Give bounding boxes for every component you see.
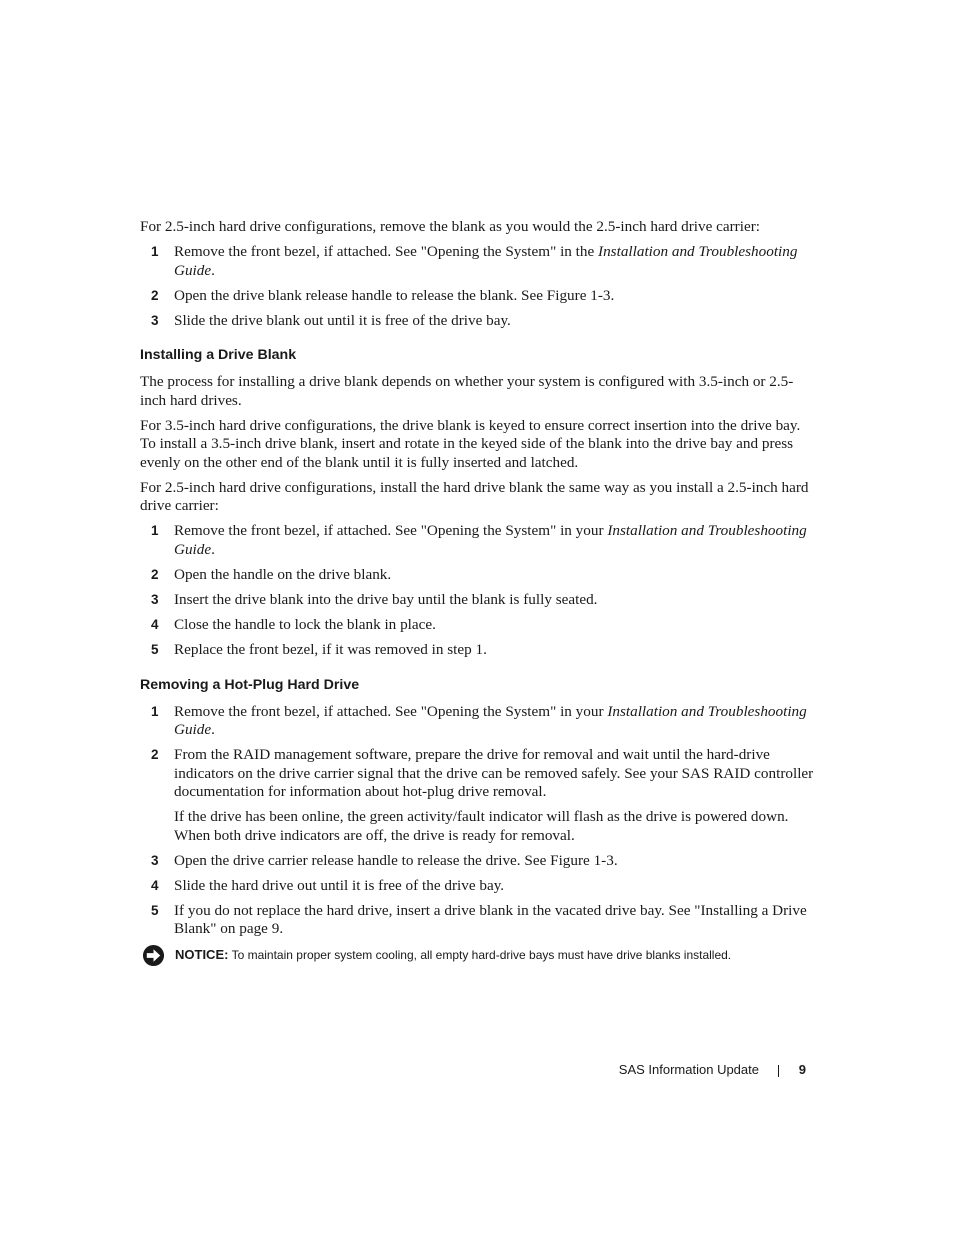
intro-steps <box>140 243 816 330</box>
section-heading-installing: Installing a Drive Blank <box>140 347 297 364</box>
page-footer <box>560 1062 810 1082</box>
installing-steps <box>140 522 816 659</box>
footer-title: SAS Information Update <box>618 1062 759 1077</box>
removing-steps <box>140 703 816 939</box>
step-number: 4 <box>151 877 159 893</box>
list-item <box>140 746 816 845</box>
list-item <box>140 703 816 740</box>
intro-paragraph: For 2.5-inch hard drive configurations, remove the blank as you would the 2.5-inch hard drive carrier: <box>140 218 760 235</box>
step-number: 2 <box>151 567 159 583</box>
step-text: Remove the front bezel, if attached. See "Opening the System" in your <box>174 522 608 540</box>
step-number: 3 <box>151 592 159 608</box>
body-paragraph: For 3.5-inch hard drive configurations, the drive blank is keyed to ensure correct insertion into the drive bay. To install a 3.5-inch drive blank, insert and rotate in the keyed side of the blank into the drive bay and press evenly on the other end of the blank until it is fully inserted and latched. <box>140 416 801 471</box>
step-number: 1 <box>151 703 159 719</box>
body-paragraph: The process for installing a drive blank depends on whether your system is configured with 3.5-inch or 2.5-inch hard drives. <box>140 373 794 409</box>
list-item <box>140 522 816 559</box>
footer-divider <box>778 1065 779 1077</box>
notice-text: To maintain proper system cooling, all empty hard-drive bays must have drive blanks installed. <box>228 948 732 963</box>
step-subparagraph: If the drive has been online, the green activity/fault indicator will flash as the drive is powered down. When both drive indicators are off, the drive is ready for removal. <box>174 808 789 844</box>
guide-title: Installation and Troubleshooting Guide <box>174 702 807 739</box>
step-text: Open the drive carrier release handle to release the drive. See Figure 1-3. <box>174 851 618 869</box>
list-item <box>140 616 816 635</box>
guide-title: Installation and Troubleshooting Guide <box>174 522 807 559</box>
list-item <box>140 641 816 660</box>
list-item <box>140 312 816 331</box>
notice-arrow-icon <box>142 944 165 967</box>
section-heading-removing: Removing a Hot-Plug Hard Drive <box>140 676 360 693</box>
step-number: 2 <box>151 287 159 303</box>
step-number: 1 <box>151 523 159 539</box>
step-text-end: . <box>211 541 215 559</box>
step-text: Open the handle on the drive blank. <box>174 566 392 584</box>
step-text: Replace the front bezel, if it was removed in step 1. <box>174 641 487 658</box>
step-text-end: . <box>211 261 215 279</box>
step-text: Close the handle to lock the blank in place. <box>174 616 436 634</box>
list-item <box>140 566 816 585</box>
step-text: Insert the drive blank into the drive bay until the blank is fully seated. <box>174 591 598 609</box>
list-item <box>140 243 816 280</box>
guide-title: Installation and Troubleshooting Guide <box>174 242 798 279</box>
list-item <box>140 877 816 896</box>
step-text: Remove the front bezel, if attached. See "Opening the System" in the <box>174 242 599 260</box>
list-item <box>140 591 816 610</box>
step-text: Slide the drive blank out until it is free of the drive bay. <box>174 311 511 329</box>
body-paragraph: For 2.5-inch hard drive configurations, install the hard drive blank the same way as you install a 2.5-inch hard drive carrier: <box>140 478 809 515</box>
step-text: Remove the front bezel, if attached. See "Opening the System" in your <box>174 702 608 720</box>
list-item <box>140 287 816 306</box>
notice-box <box>140 947 816 963</box>
step-number: 3 <box>151 852 159 868</box>
list-item <box>140 852 816 871</box>
step-number: 3 <box>151 312 159 328</box>
notice-label: NOTICE: <box>175 947 229 963</box>
step-number: 5 <box>151 642 159 657</box>
step-number: 2 <box>151 747 159 763</box>
step-text-end: . <box>211 721 215 739</box>
page-number: 9 <box>798 1062 806 1077</box>
document-body <box>140 218 816 963</box>
step-number: 1 <box>151 243 159 259</box>
step-text: Slide the hard drive out until it is free of the drive bay. <box>174 876 505 894</box>
step-number: 4 <box>151 617 159 633</box>
step-text: Open the drive blank release handle to release the blank. See Figure 1-3. <box>174 286 615 304</box>
step-number: 5 <box>151 902 159 918</box>
list-item <box>140 902 816 939</box>
step-text: If you do not replace the hard drive, insert a drive blank in the vacated drive bay. See "Installing a Drive Blank" on page 9. <box>174 901 807 938</box>
step-text: From the RAID management software, prepare the drive for removal and wait until the hard-drive indicators on the drive carrier signal that the drive can be removed safely. See your SAS RAID controller documentation for information about hot-plug drive removal. <box>174 746 814 801</box>
